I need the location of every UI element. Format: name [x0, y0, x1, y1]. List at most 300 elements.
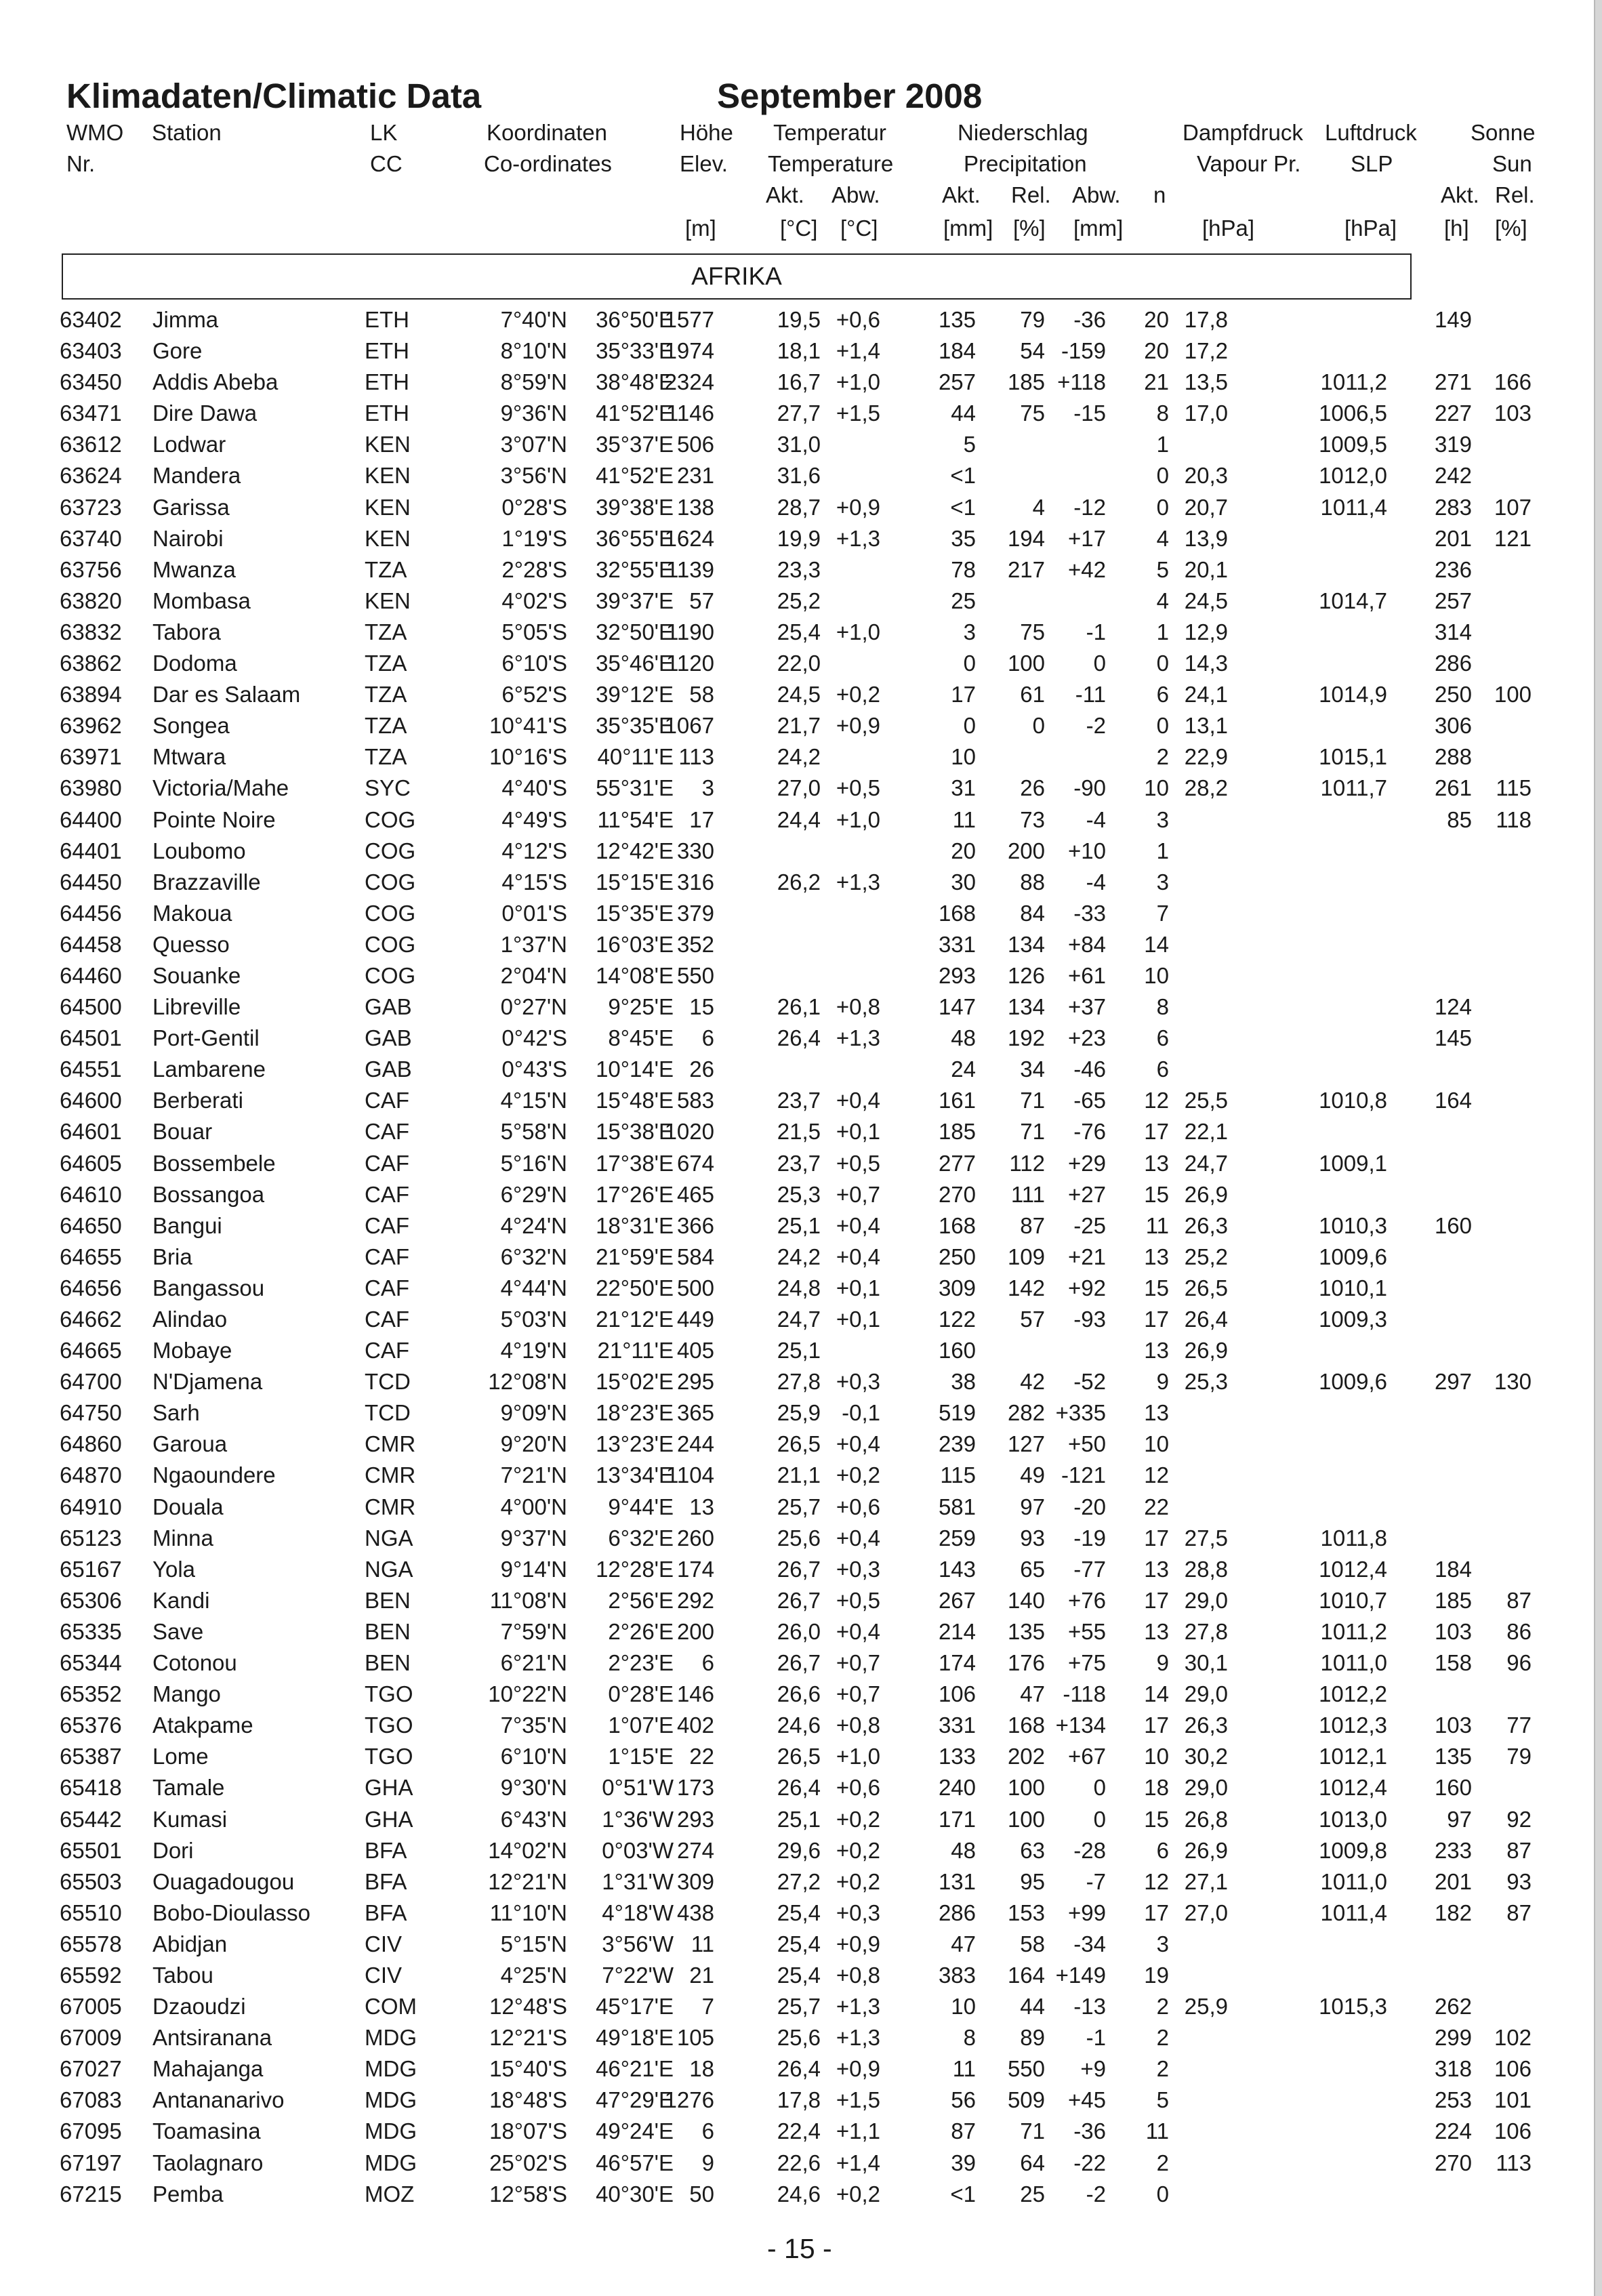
longitude: 21°11'E — [597, 1338, 674, 1364]
precipitation-relative: 100 — [1007, 1806, 1045, 1832]
precipitation-deviation: 0 — [1093, 1775, 1106, 1801]
temperature: 25,6 — [777, 1525, 821, 1551]
precipitation-deviation: -36 — [1073, 307, 1106, 332]
header-sun-akt: Akt. — [1441, 182, 1479, 207]
elevation: 274 — [676, 1837, 714, 1863]
vapour-pressure: 26,9 — [1184, 1338, 1228, 1364]
station-name: Douala — [152, 1494, 224, 1519]
country-code: TCD — [365, 1400, 411, 1426]
elevation: 9 — [701, 2150, 714, 2175]
temperature-deviation: +1,3 — [836, 1994, 880, 2020]
longitude: 1°31'W — [602, 1868, 674, 1894]
sea-level-pressure: 1011,2 — [1320, 1618, 1387, 1644]
sunshine-hours: 318 — [1434, 2056, 1472, 2082]
country-code: COG — [365, 962, 416, 988]
latitude: 8°10'N — [500, 338, 567, 364]
country-code: TGO — [365, 1713, 413, 1738]
page-edge — [1594, 0, 1602, 2296]
precipitation: 160 — [938, 1338, 976, 1364]
temperature-deviation: +0,1 — [836, 1307, 880, 1332]
wmo-number: 64401 — [60, 838, 122, 863]
sunshine-hours: 236 — [1434, 556, 1472, 582]
sunshine-hours: 224 — [1434, 2118, 1472, 2144]
precipitation-relative: 44 — [1020, 1994, 1045, 2020]
precipitation-days: 6 — [1156, 1025, 1169, 1051]
sunshine-hours: 262 — [1434, 1994, 1472, 2020]
table-row — [0, 929, 1594, 960]
country-code: BFA — [365, 1868, 407, 1894]
precipitation-deviation: +37 — [1068, 994, 1106, 1020]
station-name: Victoria/Mahe — [152, 775, 289, 801]
precipitation-deviation: +50 — [1068, 1431, 1106, 1457]
country-code: CAF — [365, 1275, 409, 1300]
latitude: 6°21'N — [500, 1650, 567, 1676]
sea-level-pressure: 1014,9 — [1319, 682, 1387, 708]
precipitation-relative: 134 — [1007, 994, 1045, 1020]
wmo-number: 65352 — [60, 1681, 122, 1707]
elevation: 174 — [676, 1556, 714, 1582]
longitude: 22°50'E — [596, 1275, 674, 1300]
wmo-number: 63740 — [60, 525, 122, 551]
precipitation: 185 — [938, 1119, 976, 1145]
table-row — [0, 1397, 1594, 1429]
vapour-pressure: 26,9 — [1184, 1181, 1228, 1207]
table-row — [0, 1647, 1594, 1679]
sea-level-pressure: 1010,3 — [1319, 1212, 1387, 1238]
country-code: KEN — [365, 432, 411, 457]
longitude: 40°30'E — [596, 2181, 674, 2207]
latitude: 12°58'S — [489, 2181, 567, 2207]
table-row — [0, 492, 1594, 523]
sea-level-pressure: 1009,5 — [1319, 432, 1387, 457]
vapour-pressure: 22,9 — [1184, 744, 1228, 770]
latitude: 12°21'N — [488, 1868, 567, 1894]
precipitation-deviation: -159 — [1061, 338, 1106, 364]
precipitation-days: 2 — [1156, 2150, 1169, 2175]
country-code: TZA — [365, 556, 407, 582]
precipitation-days: 15 — [1144, 1275, 1169, 1300]
temperature-deviation: +0,5 — [836, 775, 880, 801]
precipitation-days: 0 — [1156, 494, 1169, 520]
precipitation-deviation: +335 — [1055, 1400, 1106, 1426]
sunshine-hours: 145 — [1434, 1025, 1472, 1051]
latitude: 18°07'S — [489, 2118, 567, 2144]
wmo-number: 64700 — [60, 1369, 122, 1395]
temperature-deviation: +0,6 — [836, 1775, 880, 1801]
sunshine-hours: 164 — [1434, 1088, 1472, 1113]
temperature-deviation: +0,2 — [836, 1462, 880, 1488]
precipitation: 184 — [938, 338, 976, 364]
country-code: ETH — [365, 338, 409, 364]
precipitation-deviation: +9 — [1080, 2056, 1106, 2082]
sunshine-hours: 182 — [1434, 1900, 1472, 1925]
longitude: 9°25'E — [608, 994, 674, 1020]
country-code: NGA — [365, 1525, 413, 1551]
precipitation-deviation: -7 — [1086, 1868, 1106, 1894]
elevation: 2324 — [664, 369, 714, 395]
precipitation-days: 8 — [1156, 994, 1169, 1020]
temperature-deviation: +0,7 — [836, 1181, 880, 1207]
elevation: 309 — [676, 1868, 714, 1894]
sunshine-hours: 185 — [1434, 1587, 1472, 1613]
station-name: Tabou — [152, 1962, 213, 1988]
vapour-pressure: 27,8 — [1184, 1618, 1228, 1644]
elevation: 50 — [689, 2181, 714, 2207]
sea-level-pressure: 1010,8 — [1319, 1088, 1387, 1113]
temperature: 26,7 — [777, 1650, 821, 1676]
table-row — [0, 1210, 1594, 1242]
temperature-deviation: +0,8 — [836, 1962, 880, 1988]
country-code: MDG — [365, 2025, 417, 2051]
precipitation-days: 10 — [1144, 962, 1169, 988]
precipitation-deviation: -46 — [1073, 1057, 1106, 1082]
precipitation-days: 3 — [1156, 1931, 1169, 1956]
precipitation-relative: 61 — [1020, 682, 1045, 708]
wmo-number: 64605 — [60, 1150, 122, 1176]
temperature: 24,6 — [777, 2181, 821, 2207]
temperature-deviation: +1,3 — [836, 869, 880, 895]
temperature-deviation: +1,0 — [836, 806, 880, 832]
latitude: 6°52'S — [501, 682, 567, 708]
precipitation-deviation: +55 — [1068, 1618, 1106, 1644]
precipitation-days: 17 — [1144, 1587, 1169, 1613]
precipitation-deviation: -25 — [1073, 1212, 1106, 1238]
header-koordinaten: Koordinaten — [487, 120, 607, 145]
precipitation-days: 0 — [1156, 713, 1169, 739]
country-code: GAB — [365, 1025, 412, 1051]
sunshine-hours: 297 — [1434, 1369, 1472, 1395]
temperature: 22,4 — [777, 2118, 821, 2144]
sunshine-relative: 106 — [1494, 2056, 1532, 2082]
latitude: 12°48'S — [489, 1994, 567, 2020]
longitude: 17°38'E — [596, 1150, 674, 1176]
sunshine-relative: 92 — [1506, 1806, 1532, 1832]
temperature: 26,4 — [777, 2056, 821, 2082]
latitude: 7°40'N — [500, 307, 567, 332]
table-row — [0, 1304, 1594, 1335]
unit-prel: [%] — [1013, 216, 1046, 241]
station-name: Dori — [152, 1837, 194, 1863]
sunshine-hours: 135 — [1434, 1744, 1472, 1769]
elevation: 15 — [689, 994, 714, 1020]
precipitation: 174 — [938, 1650, 976, 1676]
sea-level-pressure: 1014,7 — [1319, 588, 1387, 613]
country-code: MDG — [365, 2150, 417, 2175]
country-code: COG — [365, 838, 416, 863]
country-code: CIV — [365, 1962, 403, 1988]
sunshine-relative: 115 — [1496, 775, 1532, 801]
sea-level-pressure: 1009,6 — [1319, 1369, 1387, 1395]
precipitation-deviation: -2 — [1086, 713, 1106, 739]
country-code: GHA — [365, 1775, 413, 1801]
table-row — [0, 1335, 1594, 1366]
temperature: 26,6 — [777, 1681, 821, 1707]
elevation: 6 — [701, 2118, 714, 2144]
temperature-deviation: +0,2 — [836, 682, 880, 708]
station-name: Taolagnaro — [152, 2150, 264, 2175]
sea-level-pressure: 1011,0 — [1320, 1868, 1387, 1894]
precipitation: 87 — [951, 2118, 976, 2144]
table-row — [0, 1366, 1594, 1397]
latitude: 1°37'N — [500, 931, 567, 957]
temperature-deviation: +0,8 — [836, 994, 880, 1020]
country-code: TGO — [365, 1681, 413, 1707]
precipitation: 10 — [951, 1994, 976, 2020]
elevation: 330 — [676, 838, 714, 863]
precipitation: <1 — [950, 494, 976, 520]
region-header — [62, 253, 1412, 300]
precipitation-days: 2 — [1156, 2025, 1169, 2051]
latitude: 2°04'N — [500, 962, 567, 988]
country-code: SYC — [365, 775, 411, 801]
wmo-number: 65510 — [60, 1900, 122, 1925]
latitude: 0°43'S — [501, 1057, 567, 1082]
elevation: 6 — [701, 1025, 714, 1051]
latitude: 1°19'S — [501, 525, 567, 551]
precipitation-days: 11 — [1145, 2118, 1169, 2144]
station-name: Lodwar — [152, 432, 226, 457]
elevation: 6 — [701, 1650, 714, 1676]
latitude: 10°16'S — [489, 744, 567, 770]
header-niederschlag: Niederschlag — [958, 120, 1088, 145]
precipitation: 293 — [938, 962, 976, 988]
precipitation-relative: 100 — [1007, 651, 1045, 676]
sunshine-hours: 314 — [1434, 619, 1472, 644]
precipitation-days: 9 — [1156, 1650, 1169, 1676]
precipitation-relative: 550 — [1007, 2056, 1045, 2082]
table-row — [0, 648, 1594, 679]
sea-level-pressure: 1011,2 — [1320, 369, 1387, 395]
country-code: ETH — [365, 401, 409, 426]
longitude: 45°17'E — [596, 1994, 674, 2020]
wmo-number: 63980 — [60, 775, 122, 801]
temperature: 26,1 — [777, 994, 821, 1020]
wmo-number: 65167 — [60, 1556, 122, 1582]
wmo-number: 65376 — [60, 1713, 122, 1738]
header-elev: Elev. — [680, 151, 728, 176]
table-row — [0, 1991, 1594, 2022]
elevation: 465 — [676, 1181, 714, 1207]
precipitation: 277 — [938, 1150, 976, 1176]
temperature-deviation: +0,5 — [836, 1587, 880, 1613]
vapour-pressure: 27,0 — [1184, 1900, 1228, 1925]
elevation: 550 — [676, 962, 714, 988]
table-row — [0, 398, 1594, 429]
wmo-number: 63624 — [60, 463, 122, 489]
temperature-deviation: -0,1 — [842, 1400, 880, 1426]
precipitation-relative: 140 — [1007, 1587, 1045, 1613]
precipitation-days: 17 — [1144, 1119, 1169, 1145]
station-name: Addis Abeba — [152, 369, 279, 395]
temperature-deviation: +1,4 — [836, 2150, 880, 2175]
wmo-number: 65418 — [60, 1775, 122, 1801]
temperature: 21,5 — [777, 1119, 821, 1145]
longitude: 35°35'E — [596, 713, 674, 739]
sunshine-hours: 288 — [1434, 744, 1472, 770]
latitude: 4°24'N — [500, 1212, 567, 1238]
elevation: 1276 — [664, 2087, 714, 2113]
sunshine-hours: 85 — [1447, 806, 1472, 832]
latitude: 12°08'N — [488, 1369, 567, 1395]
precipitation: 259 — [938, 1525, 976, 1551]
header-temp-abw: Abw. — [831, 182, 880, 207]
latitude: 4°19'N — [500, 1338, 567, 1364]
country-code: CMR — [365, 1462, 416, 1488]
precipitation: 168 — [938, 1212, 976, 1238]
country-code: TCD — [365, 1369, 411, 1395]
precipitation-days: 10 — [1144, 1744, 1169, 1769]
precipitation-deviation: -12 — [1073, 494, 1106, 520]
table-row — [0, 1523, 1594, 1554]
precipitation-relative: 164 — [1007, 1962, 1045, 1988]
station-name: Loubomo — [152, 838, 246, 863]
country-code: CAF — [365, 1307, 409, 1332]
precipitation: 250 — [938, 1244, 976, 1269]
table-row — [0, 460, 1594, 491]
latitude: 7°35'N — [500, 1713, 567, 1738]
sunshine-relative: 118 — [1496, 806, 1532, 832]
table-row — [0, 1554, 1594, 1585]
temperature-deviation: +0,3 — [836, 1556, 880, 1582]
precipitation-relative: 42 — [1020, 1369, 1045, 1395]
precipitation-relative: 0 — [1032, 713, 1045, 739]
wmo-number: 64460 — [60, 962, 122, 988]
precipitation: 239 — [938, 1431, 976, 1457]
precipitation: 39 — [951, 2150, 976, 2175]
vapour-pressure: 25,5 — [1184, 1088, 1228, 1113]
latitude: 9°20'N — [500, 1431, 567, 1457]
longitude: 35°37'E — [596, 432, 674, 457]
wmo-number: 64662 — [60, 1307, 122, 1332]
temperature: 26,5 — [777, 1744, 821, 1769]
sunshine-hours: 271 — [1434, 369, 1472, 395]
precipitation: 168 — [938, 900, 976, 926]
country-code: CAF — [365, 1119, 409, 1145]
precipitation-relative: 93 — [1020, 1525, 1045, 1551]
precipitation-deviation: -52 — [1073, 1369, 1106, 1395]
precipitation-deviation: 0 — [1093, 1806, 1106, 1832]
longitude: 2°26'E — [608, 1618, 674, 1644]
temperature-deviation: +0,7 — [836, 1650, 880, 1676]
temperature-deviation: +0,6 — [836, 1494, 880, 1519]
elevation: 1974 — [664, 338, 714, 364]
sunshine-hours: 283 — [1434, 494, 1472, 520]
table-row — [0, 960, 1594, 991]
elevation: 295 — [676, 1369, 714, 1395]
vapour-pressure: 13,5 — [1184, 369, 1228, 395]
elevation: 244 — [676, 1431, 714, 1457]
elevation: 105 — [676, 2025, 714, 2051]
precipitation-relative: 58 — [1020, 1931, 1045, 1956]
wmo-number: 64650 — [60, 1212, 122, 1238]
country-code: CAF — [365, 1150, 409, 1176]
country-code: TZA — [365, 619, 407, 644]
station-name: Berberati — [152, 1088, 243, 1113]
temperature: 26,0 — [777, 1618, 821, 1644]
latitude: 4°12'S — [501, 838, 567, 863]
sunshine-relative: 121 — [1494, 525, 1532, 551]
country-code: CIV — [365, 1931, 403, 1956]
precipitation-deviation: -13 — [1073, 1994, 1106, 2020]
station-name: Nairobi — [152, 525, 224, 551]
temperature-deviation: +0,2 — [836, 2181, 880, 2207]
latitude: 18°48'S — [489, 2087, 567, 2113]
precipitation: 309 — [938, 1275, 976, 1300]
wmo-number: 63612 — [60, 432, 122, 457]
country-code: TZA — [365, 713, 407, 739]
wmo-number: 65592 — [60, 1962, 122, 1988]
vapour-pressure: 26,3 — [1184, 1212, 1228, 1238]
precipitation-days: 14 — [1144, 1681, 1169, 1707]
table-row — [0, 554, 1594, 586]
wmo-number: 64551 — [60, 1057, 122, 1082]
longitude: 15°15'E — [596, 869, 674, 895]
precipitation-days: 13 — [1144, 1150, 1169, 1176]
precipitation-relative: 127 — [1007, 1431, 1045, 1457]
longitude: 13°23'E — [596, 1431, 674, 1457]
country-code: CAF — [365, 1244, 409, 1269]
station-name: Bangui — [152, 1212, 222, 1238]
temperature: 25,1 — [777, 1212, 821, 1238]
longitude: 32°55'E — [596, 556, 674, 582]
elevation: 316 — [676, 869, 714, 895]
table-row — [0, 523, 1594, 554]
station-name: Bangassou — [152, 1275, 265, 1300]
temperature-deviation: +0,3 — [836, 1369, 880, 1395]
header-hoehe: Höhe — [680, 120, 733, 145]
precipitation-days: 20 — [1144, 338, 1169, 364]
precipitation-days: 7 — [1156, 900, 1169, 926]
temperature: 22,6 — [777, 2150, 821, 2175]
precipitation-deviation: +45 — [1068, 2087, 1106, 2113]
precipitation: 240 — [938, 1775, 976, 1801]
header-vapour-pr: Vapour Pr. — [1197, 151, 1301, 176]
wmo-number: 64656 — [60, 1275, 122, 1300]
vapour-pressure: 26,8 — [1184, 1806, 1228, 1832]
precipitation-relative: 192 — [1007, 1025, 1045, 1051]
temperature: 17,8 — [777, 2087, 821, 2113]
country-code: COG — [365, 806, 416, 832]
precipitation-deviation: -90 — [1073, 775, 1106, 801]
precipitation-relative: 75 — [1020, 401, 1045, 426]
table-row — [0, 429, 1594, 460]
elevation: 352 — [676, 931, 714, 957]
elevation: 1624 — [664, 525, 714, 551]
sunshine-hours: 253 — [1434, 2087, 1472, 2113]
latitude: 10°22'N — [488, 1681, 567, 1707]
elevation: 379 — [676, 900, 714, 926]
station-name: Tabora — [152, 619, 221, 644]
precipitation-days: 19 — [1144, 1962, 1169, 1988]
precipitation-deviation: +75 — [1068, 1650, 1106, 1676]
longitude: 7°22'W — [602, 1962, 674, 1988]
elevation: 1020 — [664, 1119, 714, 1145]
elevation: 674 — [676, 1150, 714, 1176]
station-name: Antananarivo — [152, 2087, 285, 2113]
precipitation: 47 — [951, 1931, 976, 1956]
precipitation-deviation: +134 — [1055, 1713, 1106, 1738]
sunshine-hours: 124 — [1434, 994, 1472, 1020]
temperature: 27,8 — [777, 1369, 821, 1395]
temperature-deviation: +1,0 — [836, 619, 880, 644]
vapour-pressure: 24,5 — [1184, 588, 1228, 613]
table-row — [0, 335, 1594, 367]
temperature: 21,1 — [777, 1462, 821, 1488]
sea-level-pressure: 1012,0 — [1319, 463, 1387, 489]
wmo-number: 65503 — [60, 1868, 122, 1894]
temperature: 23,7 — [777, 1150, 821, 1176]
precipitation-deviation: -15 — [1073, 401, 1106, 426]
